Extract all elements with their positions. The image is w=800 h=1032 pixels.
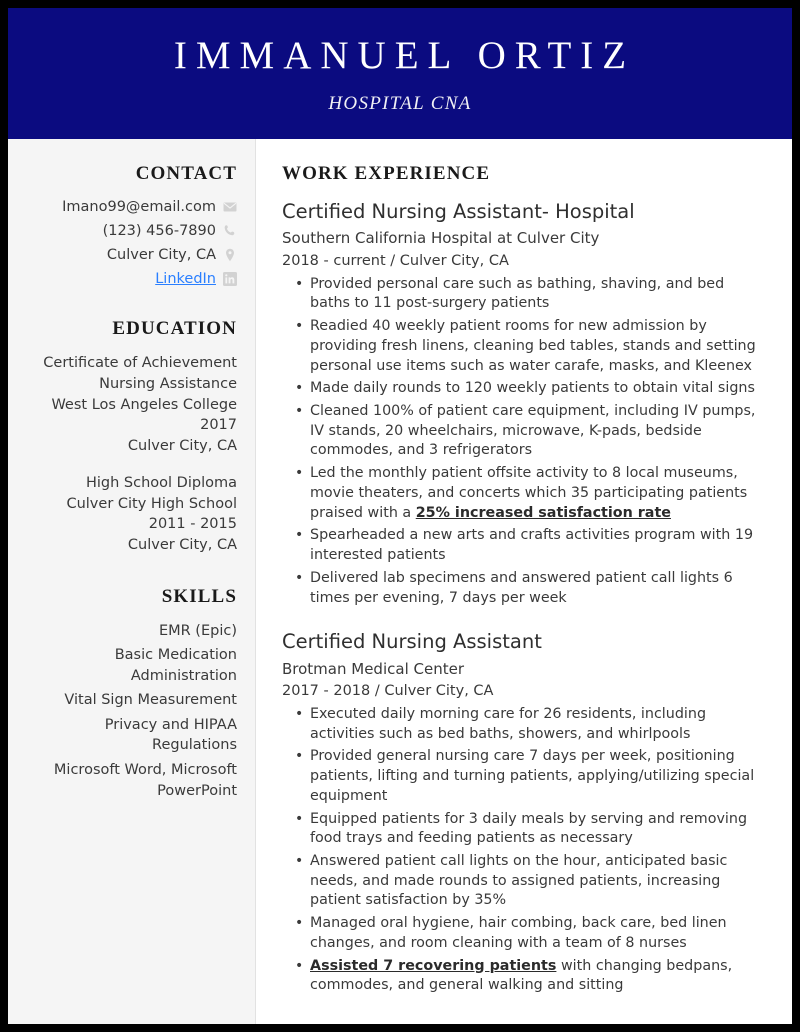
job-bullet: • Spearheaded a new arts and crafts activities program with 19 interested patients — [310, 526, 768, 565]
education-entry — [18, 353, 237, 456]
job-bullet: • Assisted 7 recovering patients with changing bedpans, commodes, and general walking and sitting — [310, 957, 768, 996]
contact-location-text: Culver City, CA — [106, 246, 216, 263]
job-title: Certified Nursing Assistant — [282, 630, 542, 654]
skills-section-heading: SKILLS — [161, 585, 237, 607]
job-bullet: • Led the monthly patient offsite activity to 8 local museums, movie theaters, and concerts which 35 participating patients praised with a 25% increased satisfaction rate — [310, 464, 768, 523]
job-dates-location: 2018 - current / Culver City, CA — [282, 252, 509, 269]
education-school: Culver City High School — [66, 495, 237, 512]
skills-list — [18, 621, 237, 802]
page-title: IMMANUEL ORTIZ — [173, 34, 636, 77]
location-pin-icon — [223, 248, 237, 262]
contact-item-linkedin[interactable] — [18, 270, 237, 289]
resume-body — [8, 139, 792, 1024]
linkedin-link[interactable]: LinkedIn — [155, 270, 216, 287]
work-experience-heading: WORK EXPERIENCE — [282, 163, 491, 184]
education-location: Culver City, CA — [127, 437, 237, 454]
job-dates-location: 2017 - 2018 / Culver City, CA — [282, 683, 494, 700]
main-content — [256, 139, 792, 1024]
job-subtitle: HOSPITAL CNA — [328, 92, 472, 114]
education-degree: Certificate of Achievement — [43, 355, 237, 372]
education-section-heading: EDUCATION — [112, 318, 237, 340]
education-degree: High School Diploma — [86, 475, 237, 492]
job-bullet: • Delivered lab specimens and answered patient call lights 6 times per evening, 7 days per week — [310, 569, 768, 608]
job-entry — [282, 200, 768, 608]
linkedin-icon[interactable] — [223, 272, 237, 286]
job-bullet: • Readied 40 weekly patient rooms for new admission by providing fresh linens, cleaning bed tables, stands and setting personal use items such as water carafe, masks, and Kleenex — [310, 317, 768, 376]
resume-page — [8, 8, 792, 1024]
job-bullet: • Made daily rounds to 120 weekly patients to obtain vital signs — [310, 379, 768, 399]
contact-item-email — [18, 198, 237, 217]
skill-item: EMR (Epic) — [158, 622, 237, 639]
skill-item: Vital Sign Measurement — [64, 692, 237, 709]
education-years: 2011 - 2015 — [148, 516, 237, 533]
job-bullet: • Provided personal care such as bathing, shaving, and bed baths to 11 post-surgery patients — [310, 275, 768, 314]
skill-item: Basic Medication Administration — [114, 647, 237, 684]
contact-phone-text: (123) 456-7890 — [102, 222, 216, 239]
job-bullet: • Executed daily morning care for 26 residents, including activities such as bed baths, showers, and whirlpools — [310, 705, 768, 744]
education-years: 2017 — [200, 417, 237, 434]
job-bullet-list — [282, 705, 768, 996]
contact-email-text: Imano99@email.com — [62, 199, 216, 215]
contact-section-heading: CONTACT — [135, 163, 237, 184]
job-company: Southern California Hospital at Culver City — [282, 229, 600, 248]
job-bullet-list — [282, 275, 768, 609]
contact-item-location — [18, 246, 237, 265]
contact-item-phone — [18, 222, 237, 241]
skill-item: Microsoft Word, Microsoft PowerPoint — [53, 762, 237, 799]
job-entry — [282, 630, 768, 996]
phone-icon — [223, 224, 237, 238]
job-bullet: • Answered patient call lights on the hour, anticipated basic needs, and made rounds to assigned patients, increasing patient satisfaction by 35% — [310, 852, 768, 911]
education-entry — [18, 473, 237, 555]
skill-item: Privacy and HIPAA Regulations — [104, 716, 237, 754]
envelope-icon — [223, 200, 237, 214]
job-bullet: • Cleaned 100% of patient care equipment, including IV pumps, IV stands, 20 wheelchairs, microwave, K-pads, bedside commodes, and 3 refrigerators — [310, 402, 768, 461]
resume-header-banner — [8, 8, 792, 139]
job-company: Brotman Medical Center — [282, 659, 464, 678]
education-location: Culver City, CA — [127, 537, 237, 553]
education-spacer — [18, 456, 237, 473]
sidebar — [8, 139, 256, 1024]
job-bullet: • Equipped patients for 3 daily meals by serving and removing food trays and feeding patients as necessary — [310, 810, 768, 849]
contact-list — [18, 198, 237, 288]
education-school: West Los Angeles College — [51, 396, 237, 413]
education-field: Nursing Assistance — [99, 375, 237, 392]
job-bullet: • Provided general nursing care 7 days per week, positioning patients, lifting and turning patients, applying/utilizing special equipment — [310, 747, 768, 806]
job-bullet: • Managed oral hygiene, hair combing, back care, bed linen changes, and room cleaning with a team of 8 nurses — [310, 914, 768, 953]
job-title: Certified Nursing Assistant- Hospital — [282, 200, 635, 223]
